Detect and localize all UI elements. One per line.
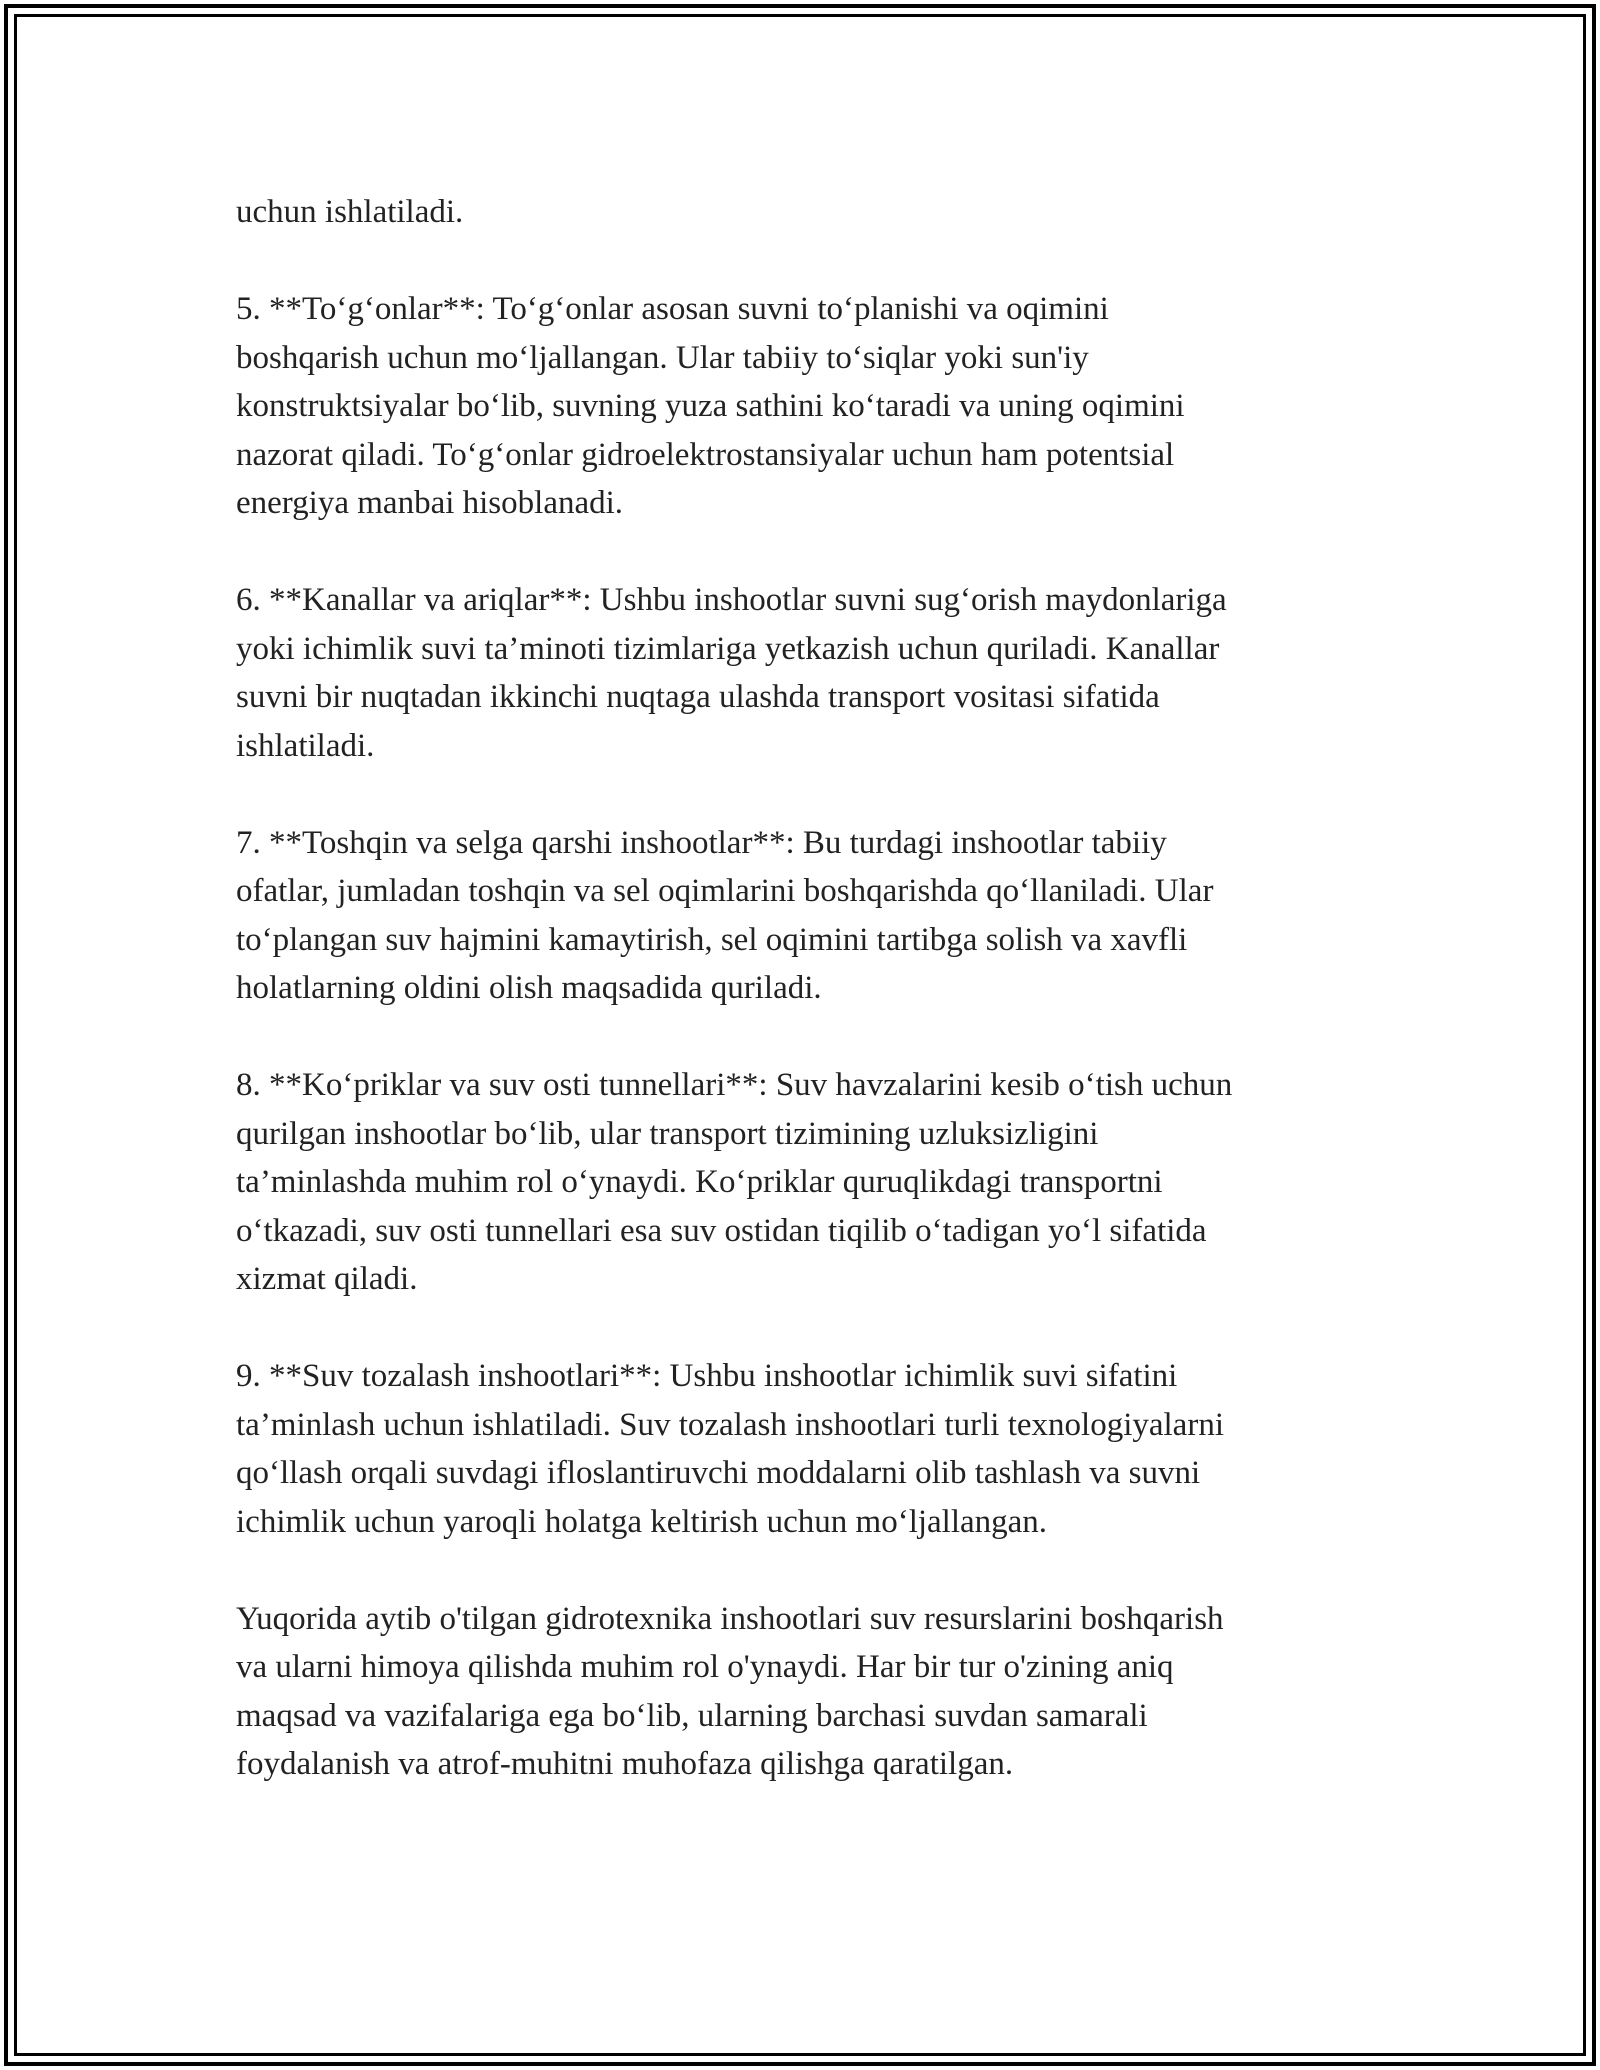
text-line: nazorat qiladi. To‘g‘onlar gidroelektrostansiyalar uchun ham potentsial (236, 436, 1175, 473)
text-line: ishlatiladi. (236, 727, 375, 764)
text-line: 5. **To‘g‘onlar**: To‘g‘onlar asosan suvni to‘planishi va oqimini (236, 291, 1109, 327)
text-line: qurilgan inshootlar bo‘lib, ular transport tizimining uzluksizligini (236, 1115, 1099, 1152)
text-line: yoki ichimlik suvi ta’minoti tizimlariga yetkazish uchun quriladi. Kanallar (236, 630, 1220, 667)
text-line: energiya manbai hisoblanadi. (236, 485, 624, 521)
text-line: holatlarning oldini olish maqsadida quriladi. (236, 970, 822, 1006)
text-line: o‘tkazadi, suv osti tunnellari esa suv ostidan tiqilib o‘tadigan yo‘l sifatida (236, 1212, 1207, 1249)
text-line: to‘plangan suv hajmini kamaytirish, sel oqimini tartibga solish va xavfli (236, 921, 1188, 958)
text-line: qo‘llash orqali suvdagi ifloslantiruvchi moddalarni olib tashlash va suvni (236, 1455, 1201, 1491)
text-line: foydalanish va atrof-muhitni muhofaza qilishga qaratilgan. (236, 1746, 1014, 1782)
text-line: suvni bir nuqtadan ikkinchi nuqtaga ulashda transport vositasi sifatida (236, 679, 1160, 715)
paragraph-item-9-water-treatment (236, 1352, 1356, 1546)
paragraph-continuation (236, 188, 1356, 237)
text-line: ichimlik uchun yaroqli holatga keltirish uchun mo‘ljallangan. (236, 1503, 1048, 1540)
document-body (236, 188, 1356, 1789)
text-line: ta’minlashda muhim rol o‘ynaydi. Ko‘priklar quruqlikdagi transportni (236, 1164, 1163, 1200)
text-line: 7. **Toshqin va selga qarshi inshootlar**: Bu turdagi inshootlar tabiiy (236, 824, 1167, 861)
text-line: uchun ishlatiladi. (236, 194, 464, 230)
text-line: va ularni himoya qilishda muhim rol o'ynaydi. Har bir tur o'zining aniq (236, 1649, 1174, 1685)
text-line: ta’minlash uchun ishlatiladi. Suv tozalash inshootlari turli texnologiyalarni (236, 1406, 1224, 1443)
paragraph-item-7-flood-structures (236, 819, 1356, 1013)
text-line: ofatlar, jumladan toshqin va sel oqimlarini boshqarishda qo‘llaniladi. Ular (236, 873, 1214, 909)
text-line: 6. **Kanallar va ariqlar**: Ushbu inshootlar suvni sug‘orish maydonlariga (236, 582, 1227, 618)
text-line: boshqarish uchun mo‘ljallangan. Ular tabiiy to‘siqlar yoki sun'iy (236, 339, 1089, 376)
text-line: 9. **Suv tozalash inshootlari**: Ushbu inshootlar ichimlik suvi sifatini (236, 1358, 1178, 1394)
text-line: maqsad va vazifalariga ega bo‘lib, ularning barchasi suvdan samarali (236, 1697, 1148, 1734)
text-line: Yuqorida aytib o'tilgan gidrotexnika inshootlari suv resurslarini boshqarish (236, 1600, 1224, 1637)
text-line: xizmat qiladi. (236, 1261, 418, 1297)
paragraph-item-5-dams (236, 285, 1356, 528)
text-line: 8. **Ko‘priklar va suv osti tunnellari**: Suv havzalarini kesib o‘tish uchun (236, 1067, 1233, 1103)
paragraph-item-8-bridges-tunnels (236, 1061, 1356, 1304)
text-line: konstruktsiyalar bo‘lib, suvning yuza sathini ko‘taradi va uning oqimini (236, 388, 1185, 424)
paragraph-item-6-canals (236, 576, 1356, 770)
paragraph-conclusion (236, 1595, 1356, 1789)
